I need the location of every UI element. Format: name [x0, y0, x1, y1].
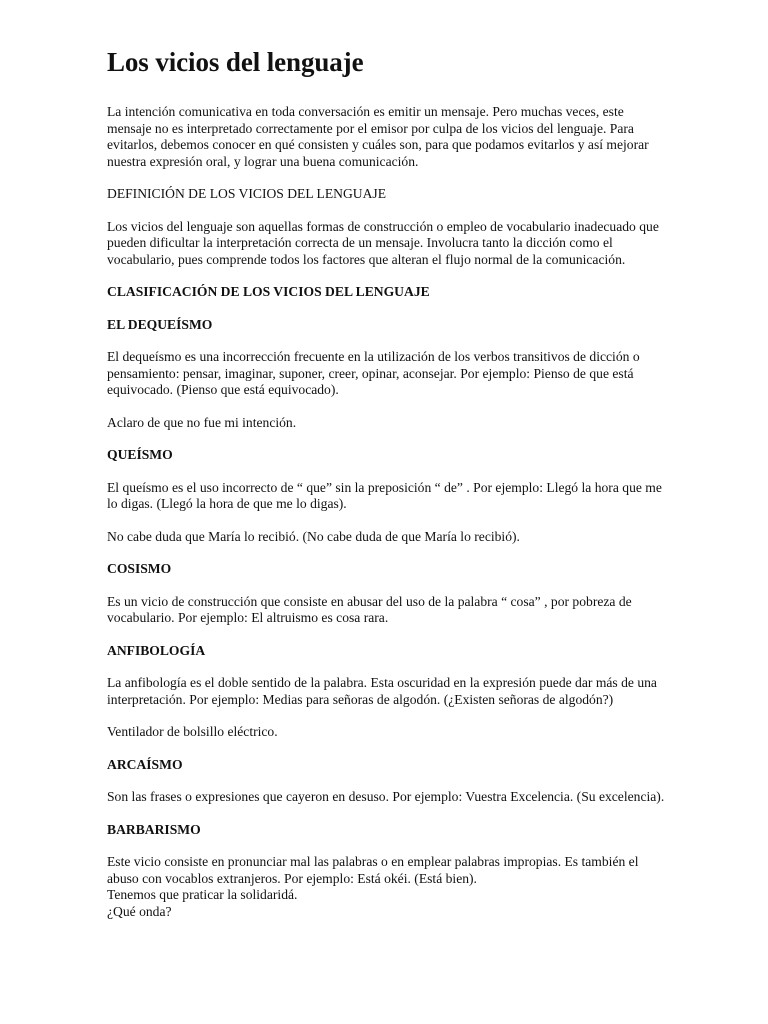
definition-paragraph: Los vicios del lenguaje son aquellas formas de construcción o empleo de vocabulario inadecuado que pueden dificultar la interpretación correcta de un mensaje. Involucra tanto la dicción como el vocabulario, pues comprende todos los factores que alteran el flujo normal de la comunicación. — [107, 218, 659, 267]
barbarismo-text: Este vicio consiste en pronunciar mal las palabras o en emplear palabras impropias. Es también el abuso con vocablos extranjeros. Por ejemplo: Está okéi. (Está bien). — [107, 854, 639, 886]
anfibologia-paragraph: La anfibología es el doble sentido de la palabra. Esta oscuridad en la expresión puede dar más de una interpretación. Por ejemplo: Medias para señoras de algodón. (¿Existen señoras de algodón?) — [107, 675, 657, 707]
barbarismo-example-2: ¿Qué onda? — [107, 903, 172, 919]
queismo-example: No cabe duda que María lo recibió. (No cabe duda de que María lo recibió). — [107, 528, 520, 544]
barbarismo-paragraph — [107, 854, 667, 920]
queismo-paragraph: El queísmo es el uso incorrecto de “ que” sin la preposición “ de” . Por ejemplo: Llegó la hora que me lo digas. (Llegó la hora de que me lo digas). — [107, 479, 662, 511]
anfibologia-heading: ANFIBOLOGÍA — [107, 642, 206, 658]
document-title: Los vicios del lenguaje — [107, 47, 364, 77]
dequeismo-example: Aclaro de que no fue mi intención. — [107, 414, 297, 430]
barbarismo-heading: BARBARISMO — [107, 821, 201, 837]
dequeismo-heading: EL DEQUEÍSMO — [107, 316, 213, 332]
document-page — [107, 44, 667, 936]
definition-heading: DEFINICIÓN DE LOS VICIOS DEL LENGUAJE — [107, 186, 387, 201]
barbarismo-example-1: Tenemos que praticar la solidaridá. — [107, 887, 298, 902]
arcaismo-heading: ARCAÍSMO — [107, 756, 183, 772]
queismo-heading: QUEÍSMO — [107, 447, 173, 462]
arcaismo-paragraph: Son las frases o expresiones que cayeron en desuso. Por ejemplo: Vuestra Excelencia. (Su excelencia). — [107, 789, 665, 804]
cosismo-heading: COSISMO — [107, 561, 172, 576]
cosismo-paragraph: Es un vicio de construcción que consiste en abusar del uso de la palabra “ cosa” , por pobreza de vocabulario. Por ejemplo: El altruismo es cosa rara. — [107, 593, 632, 625]
intro-paragraph: La intención comunicativa en toda conversación es emitir un mensaje. Pero muchas veces, este mensaje no es interpretado correctamente por el emisor por culpa de los vicios del lenguaje. Para evitarlos, debemos conocer en qué consisten y cuáles son, para que podamos evitarlos y así mejorar nuestra expresión oral, y lograr una buena comunicación. — [107, 104, 649, 169]
classification-heading: CLASIFICACIÓN DE LOS VICIOS DEL LENGUAJE — [107, 284, 430, 299]
dequeismo-paragraph: El dequeísmo es una incorrección frecuente en la utilización de los verbos transitivos de dicción o pensamiento: pensar, imaginar, suponer, creer, opinar, aconsejar. Por ejemplo: Pienso de que está equivocado. (Pienso que está equivocado). — [107, 349, 640, 397]
anfibologia-example: Ventilador de bolsillo eléctrico. — [107, 724, 278, 739]
